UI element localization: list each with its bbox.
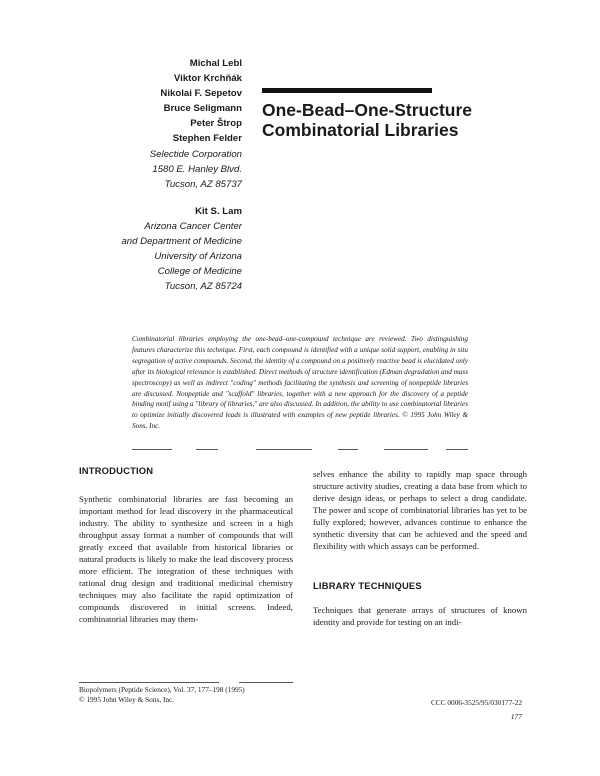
paper-title — [262, 100, 562, 140]
affiliation-line: Tucson, AZ 85724 — [164, 281, 242, 293]
intro-continued-column — [313, 468, 527, 552]
title-line: One-Bead–One-Structure — [262, 100, 473, 120]
ccc-code: CCC 0006-3525/95/030177-22 — [430, 698, 522, 707]
affiliation-line: Arizona Cancer Center — [144, 220, 242, 232]
abstract: Combinatorial libraries employing the one-bead–one-compound technique are reviewed. Two distinguishing features characterize this technique. First, each compound is identified with a unique solid support, enabling in situ segregation of active compounds. Second, the identity of a compound on a positively reactive bead is elucidated only after its biological relevance is established. Direct methods of structure identification (Edman degradation and mass spectroscopy) as well as indirect "coding" methods facilitating the synthesis and screening of nonpeptide libraries are discussed. Nonpeptide and "scaffold" libraries, together with a new approach for the discovery of a peptide binding motif using a "library of libraries," are also discussed. In addition, the ability to use combinatorial libraries to optimize initially discovered leads is illustrated with examples of new peptide libraries. © 1995 John Wiley & Sons, Inc. — [132, 335, 468, 431]
journal-citation: Biopolymers (Peptide Science), Vol. 37, 177–198 (1995) — [79, 685, 245, 694]
author-name: Kit S. Lam — [195, 205, 242, 217]
author-name: Nikolai F. Sepetov — [160, 88, 242, 100]
footnote-rule — [79, 682, 293, 683]
abstract-separator — [132, 446, 468, 452]
author-name: Peter Štrop — [190, 118, 242, 130]
affiliation-line: 1580 E. Hanley Blvd. — [152, 163, 242, 175]
title-line: Combinatorial Libraries — [262, 120, 459, 140]
affiliation-line: Selectide Corporation — [149, 148, 242, 160]
page-number: 177 — [510, 712, 522, 721]
intro-column — [79, 493, 293, 626]
body-paragraph: selves enhance the ability to rapidly map space through structure activity studies, creating a data base from which to derive design ideas, or perhaps to select a drug candidate. The power and scope of combinatorial libraries has yet to be fully explored; however, advances continue to enhance the synthetic diversity that can be achieved and the speed and flexibility with which assays can be performed. — [313, 469, 527, 552]
copyright-line: © 1995 John Wiley & Sons, Inc. — [79, 694, 175, 704]
library-column — [313, 604, 527, 628]
author-block — [60, 56, 242, 294]
footnote — [79, 685, 245, 704]
author-name: Bruce Seligmann — [163, 103, 242, 115]
affiliation-line: Tucson, AZ 85737 — [164, 178, 242, 190]
section-heading-library-techniques: LIBRARY TECHNIQUES — [313, 580, 422, 591]
title-rule — [262, 88, 432, 93]
section-heading-introduction: INTRODUCTION — [79, 465, 154, 476]
body-paragraph: Techniques that generate arrays of structures of known identity and provide for testing on an indi- — [313, 605, 527, 628]
author-name: Michal Lebl — [189, 58, 242, 69]
author-name: Viktor Krchňák — [173, 73, 242, 85]
author-name: Stephen Felder — [172, 133, 242, 145]
affiliation-line: University of Arizona — [154, 251, 242, 263]
affiliation-line: and Department of Medicine — [121, 236, 242, 248]
affiliation-line: College of Medicine — [157, 266, 242, 278]
body-paragraph: Synthetic combinatorial libraries are fast becoming an important method for lead discovery in the pharmaceutical industry. The ability to synthesize and screen in a high throughput assay format a number of compounds that will greatly exceed that available from historical libraries or natural products is likely to make the lead discovery process more efficient. The integration of these techniques with rational drug design and traditional medicinal chemistry techniques may also facilitate the rapid optimization of compounds discovered in initial screens. Indeed, combinatorial libraries may them- — [79, 494, 293, 625]
